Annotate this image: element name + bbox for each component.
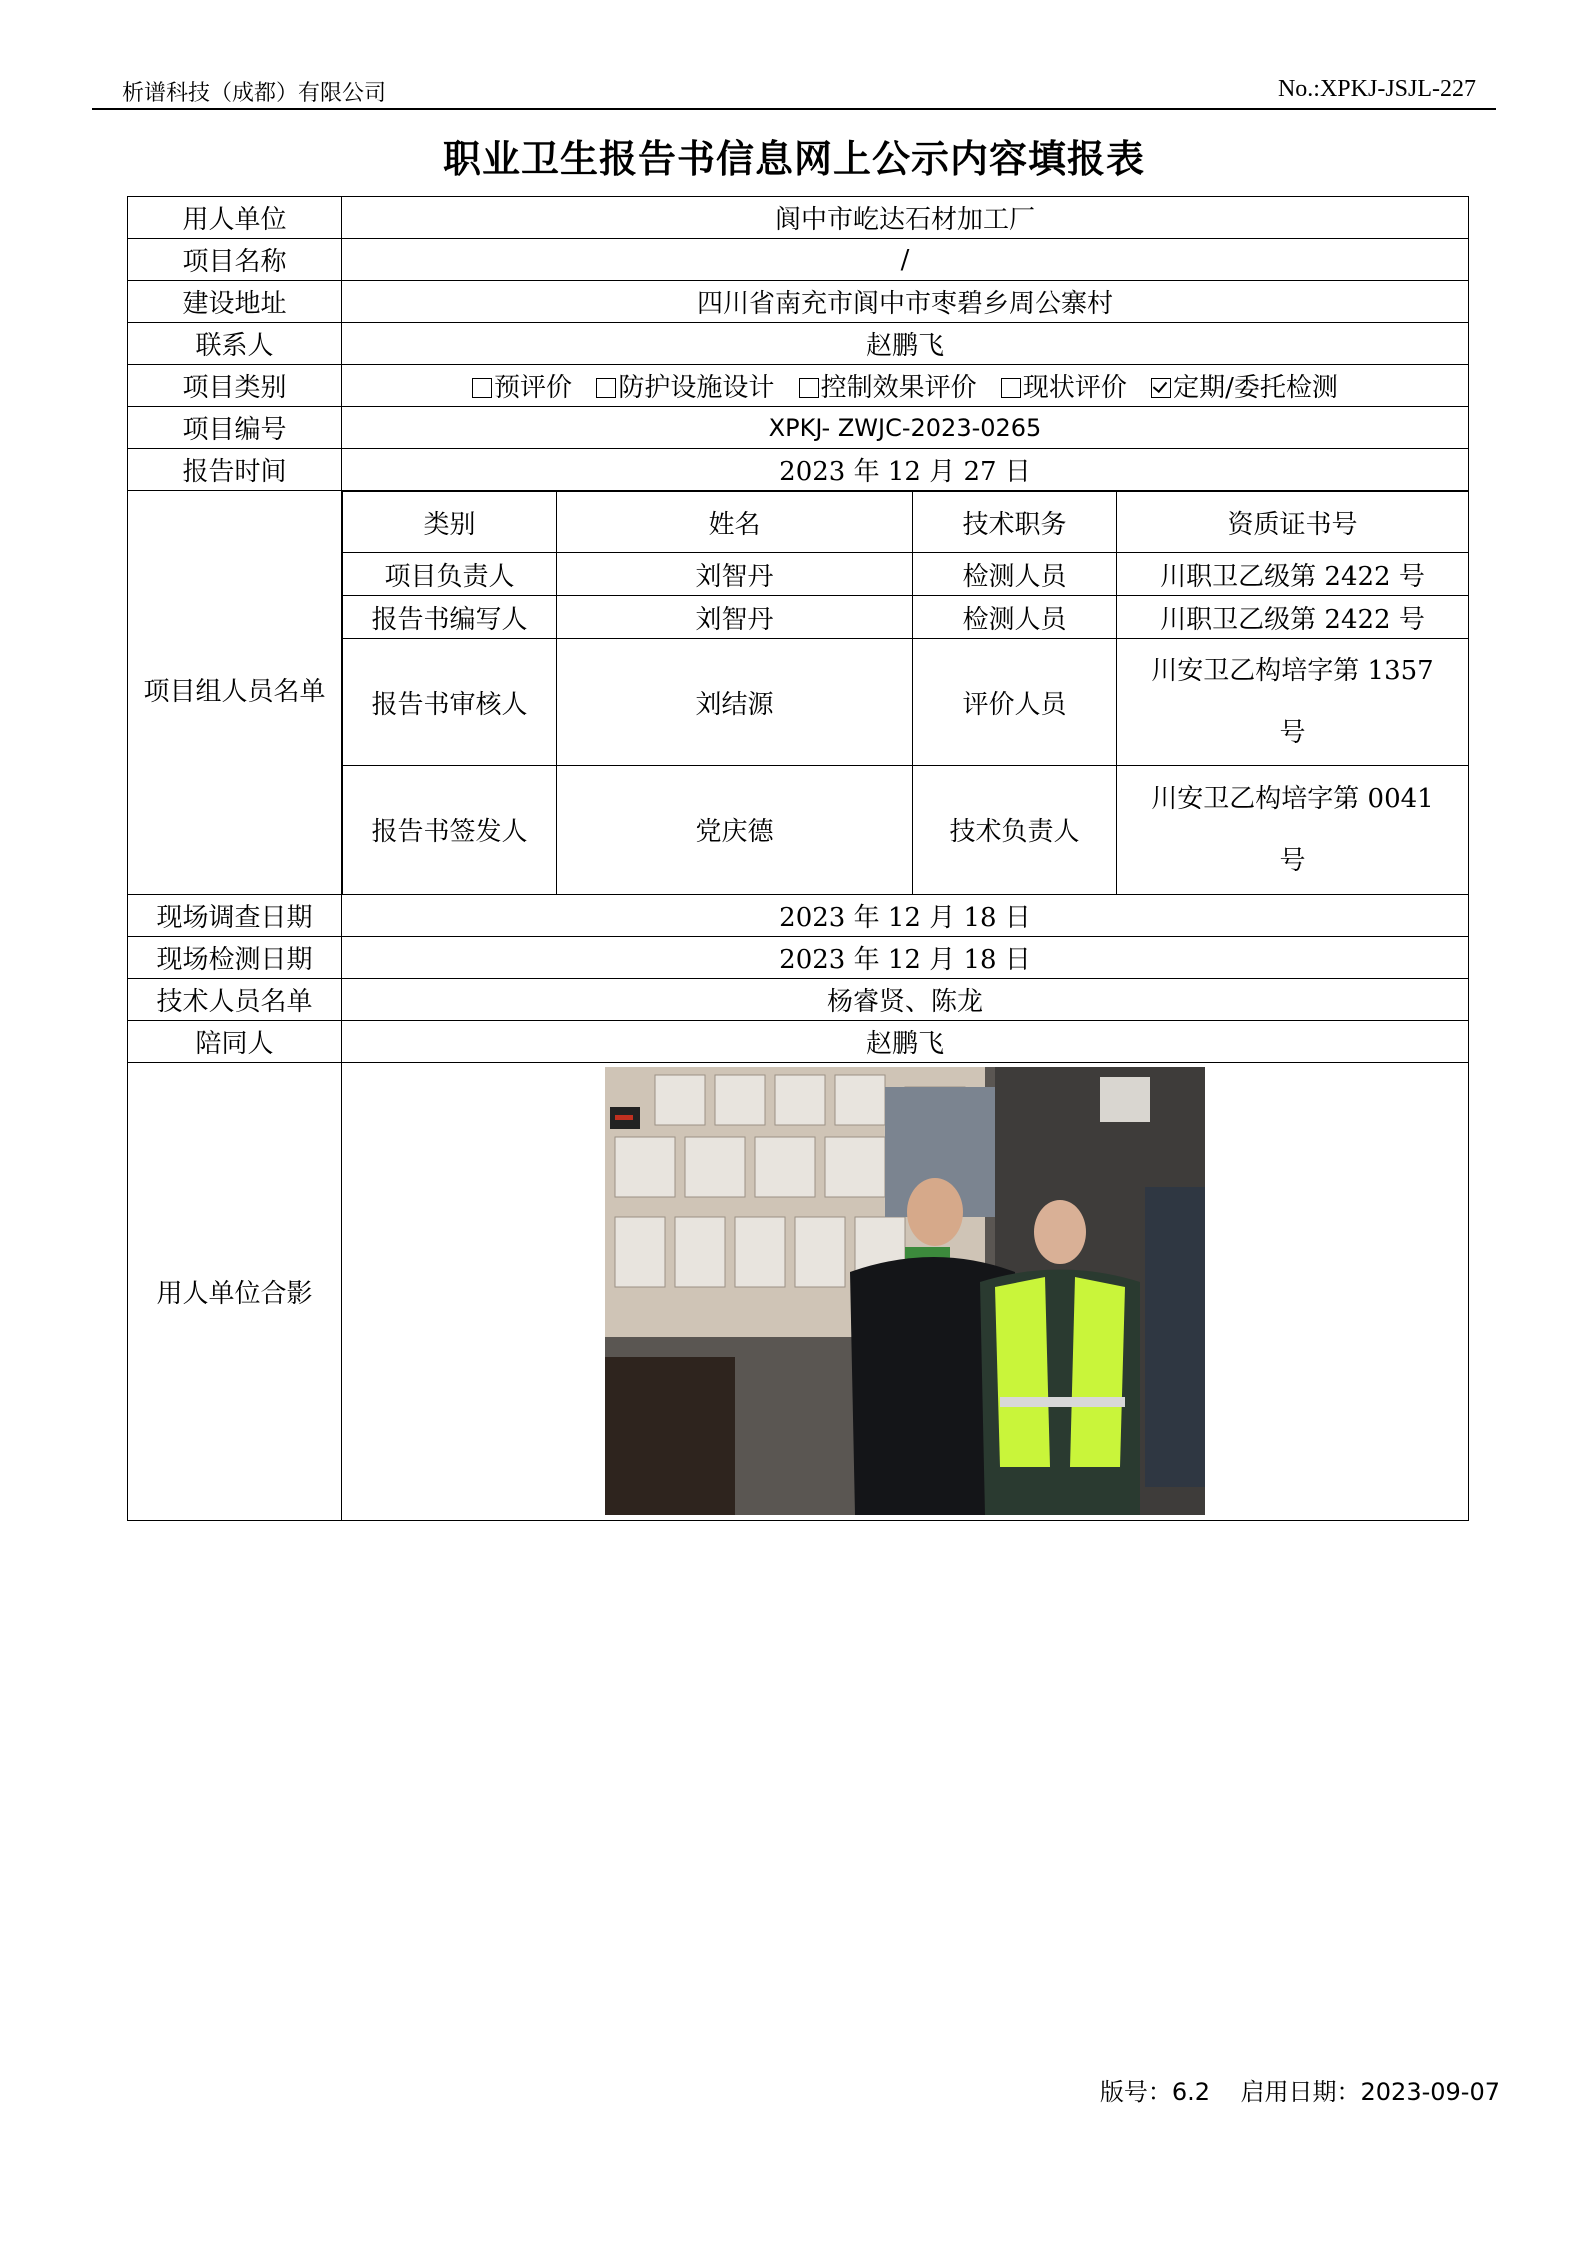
project-type-options [342,365,1469,407]
project-no-value: XPKJ- ZWJC-2023-0265 [342,407,1469,449]
option-protection-design[interactable] [596,373,774,403]
group-photo-image [605,1067,1205,1515]
team-header-role: 类别 [343,492,557,553]
version-number: 版号：6.2 [1099,2078,1210,2106]
employer-value: 阆中市屹达石材加工厂 [342,197,1469,239]
document-number: No.:XPKJ-JSJL-227 [1277,76,1476,102]
team-table [342,491,1468,894]
photo-cell [342,1062,1469,1520]
member-name: 刘智丹 [557,553,913,596]
contact-value: 赵鹏飞 [342,323,1469,365]
member-cert: 川职卫乙级第 2422 号 [1117,596,1469,639]
member-title: 检测人员 [913,553,1117,596]
employer-label: 用人单位 [128,197,342,239]
row-project-type [128,365,1469,407]
member-role: 报告书签发人 [343,766,557,894]
checkbox-icon[interactable] [472,378,492,398]
member-role: 项目负责人 [343,553,557,596]
team-header-name: 姓名 [557,492,913,553]
row-team [128,491,1469,895]
group-photo [605,1067,1205,1515]
team-row [343,766,1469,894]
address-label: 建设地址 [128,281,342,323]
member-role: 报告书审核人 [343,639,557,766]
member-cert: 川安卫乙构培字第 0041 号 [1117,766,1469,894]
escort-value: 赵鹏飞 [342,1020,1469,1062]
photo-label: 用人单位合影 [128,1062,342,1520]
survey-date-value: 2023 年 12 月 18 日 [342,894,1469,936]
member-cert: 川安卫乙构培字第 1357 号 [1117,639,1469,766]
report-date-label: 报告时间 [128,449,342,491]
row-employer [128,197,1469,239]
project-no-label: 项目编号 [128,407,342,449]
team-header-row [343,492,1469,553]
report-date-value: 2023 年 12 月 27 日 [342,449,1469,491]
escort-label: 陪同人 [128,1020,342,1062]
option-label: 定期/委托检测 [1173,373,1338,403]
member-title: 评价人员 [913,639,1117,766]
member-name: 刘智丹 [557,596,913,639]
row-contact [128,323,1469,365]
page-header [92,68,1496,110]
row-photo [128,1062,1469,1520]
page-footer [1100,2072,1500,2107]
team-cell [342,491,1469,895]
row-project-no [128,407,1469,449]
test-date-label: 现场检测日期 [128,936,342,978]
checkbox-icon[interactable] [799,378,819,398]
team-header-title: 技术职务 [913,492,1117,553]
row-tech-staff [128,978,1469,1020]
option-periodic-testing[interactable] [1151,373,1338,403]
row-project-name [128,239,1469,281]
project-type-label: 项目类别 [128,365,342,407]
address-value: 四川省南充市阆中市枣碧乡周公寨村 [342,281,1469,323]
row-escort [128,1020,1469,1062]
project-name-value: / [342,239,1469,281]
option-label: 防护设施设计 [618,373,775,403]
checked-checkbox-icon[interactable] [1151,378,1171,398]
team-label: 项目组人员名单 [128,491,342,895]
team-row [343,553,1469,596]
tech-staff-value: 杨睿贤、陈龙 [342,978,1469,1020]
tech-staff-label: 技术人员名单 [128,978,342,1020]
contact-label: 联系人 [128,323,342,365]
team-row [343,639,1469,766]
member-name: 刘结源 [557,639,913,766]
project-name-label: 项目名称 [128,239,342,281]
company-name: 析谱科技（成都）有限公司 [122,81,387,106]
test-date-value: 2023 年 12 月 18 日 [342,936,1469,978]
team-row [343,596,1469,639]
member-title: 检测人员 [913,596,1117,639]
option-label: 现状评价 [1022,373,1127,403]
option-label: 控制效果评价 [820,373,977,403]
member-cert: 川职卫乙级第 2422 号 [1117,553,1469,596]
option-control-effect[interactable] [799,373,977,403]
member-name: 党庆德 [557,766,913,894]
row-test-date [128,936,1469,978]
page-title: 职业卫生报告书信息网上公示内容填报表 [442,137,1145,181]
option-label: 预评价 [494,373,573,403]
member-role: 报告书编写人 [343,596,557,639]
checkbox-icon[interactable] [596,378,616,398]
option-pre-evaluation[interactable] [472,373,572,403]
row-address [128,281,1469,323]
row-report-date [128,449,1469,491]
team-header-cert: 资质证书号 [1117,492,1469,553]
effective-date: 启用日期：2023-09-07 [1240,2078,1500,2106]
survey-date-label: 现场调查日期 [128,894,342,936]
checkbox-icon[interactable] [1001,378,1021,398]
member-title: 技术负责人 [913,766,1117,894]
report-form-table [127,196,1469,1521]
option-status-evaluation[interactable] [1001,373,1127,403]
row-survey-date [128,894,1469,936]
